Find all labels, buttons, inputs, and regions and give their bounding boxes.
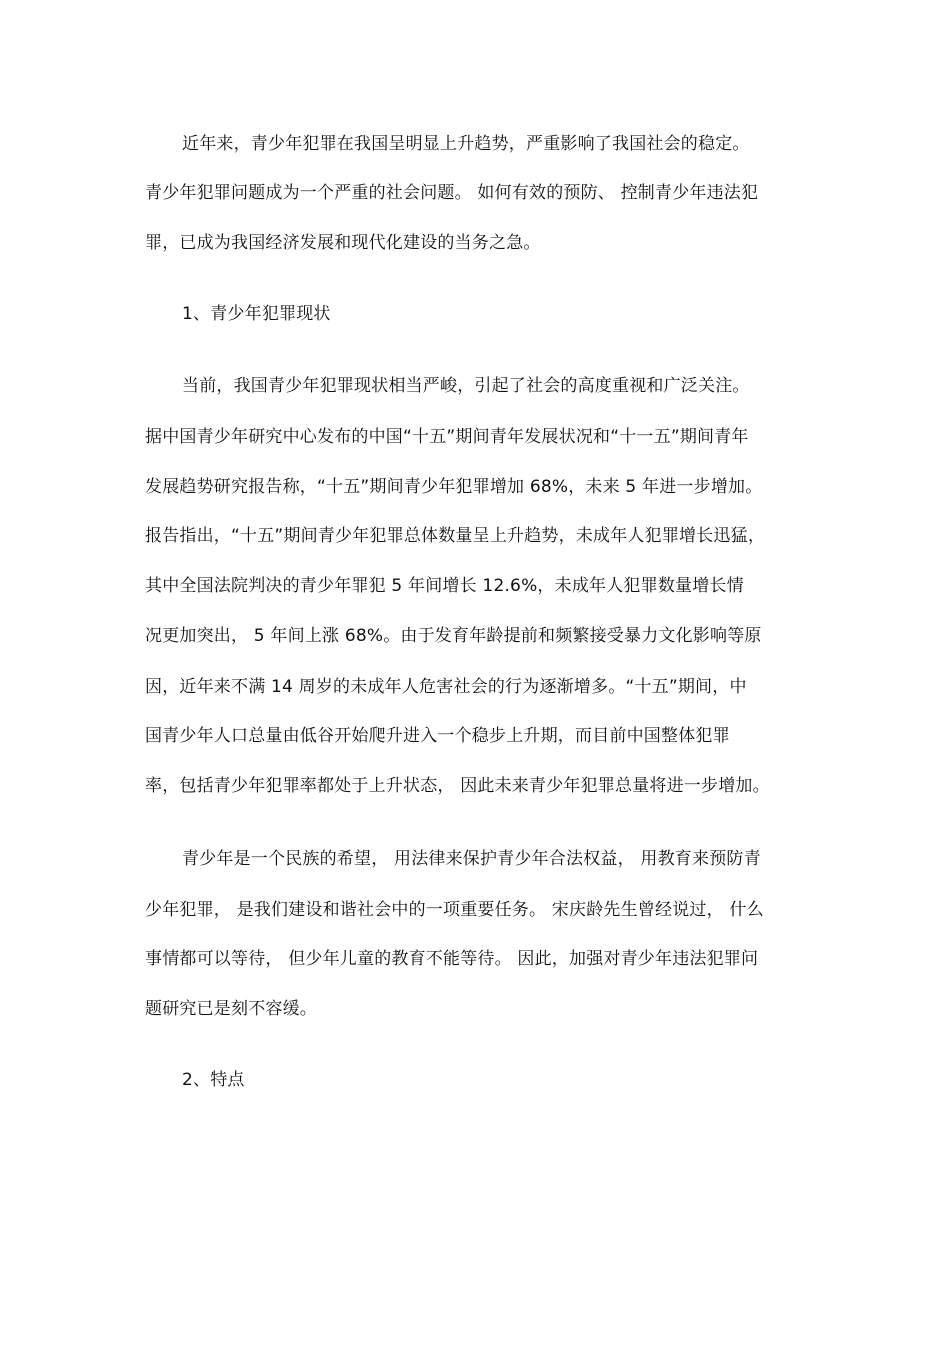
paragraph-1-line-1: 近年来，青少年犯罪在我国呈明显上升趋势，严重影响了我国社会的稳定。	[182, 134, 750, 154]
paragraph-2-line-3: 发展趋势研究报告称，“十五”期间青少年犯罪增加 68%，未来 5 年进一步增加。	[145, 477, 763, 497]
paragraph-2-line-2: 据中国青少年研究中心发布的中国“十五”期间青年发展状况和“十一五”期间青年	[145, 427, 749, 447]
paragraph-3-line-4: 题研究已是刻不容缓。	[145, 999, 317, 1019]
section-heading-1: 1、青少年犯罪现状	[182, 304, 331, 324]
section-heading-2: 2、特点	[182, 1070, 245, 1090]
paragraph-2-line-9: 率，包括青少年犯罪率都处于上升状态， 因此未来青少年犯罪总量将进一步增加。	[145, 776, 770, 796]
paragraph-2-line-1: 当前，我国青少年犯罪现状相当严峻，引起了社会的高度重视和广泛关注。	[182, 376, 750, 396]
paragraph-3-line-1: 青少年是一个民族的希望， 用法律来保护青少年合法权益， 用教育来预防青	[182, 849, 761, 869]
paragraph-3-line-3: 事情都可以等待， 但少年儿童的教育不能等待。 因此，加强对青少年违法犯罪问	[145, 949, 759, 969]
paragraph-2-line-6: 况更加突出， 5 年间上涨 68%。由于发育年龄提前和频繁接受暴力文化影响等原	[145, 626, 762, 646]
paragraph-2-line-5: 其中全国法院判决的青少年罪犯 5 年间增长 12.6%，未成年人犯罪数量增长情	[145, 576, 744, 596]
paragraph-2-line-4: 报告指出，“十五”期间青少年犯罪总体数量呈上升趋势，未成年人犯罪增长迅猛，	[145, 526, 766, 546]
paragraph-2-line-8: 国青少年人口总量由低谷开始爬升进入一个稳步上升期，而目前中国整体犯罪	[145, 726, 730, 746]
paragraph-1-line-2: 青少年犯罪问题成为一个严重的社会问题。 如何有效的预防、 控制青少年违法犯	[145, 183, 759, 203]
paragraph-2-line-7: 因，近年来不满 14 周岁的未成年人危害社会的行为逐渐增多。“十五”期间，中	[145, 677, 747, 697]
paragraph-1-line-3: 罪，已成为我国经济发展和现代化建设的当务之急。	[145, 233, 541, 253]
paragraph-3-line-2: 少年犯罪， 是我们建设和谐社会中的一项重要任务。 宋庆龄先生曾经说过， 什么	[145, 900, 764, 920]
